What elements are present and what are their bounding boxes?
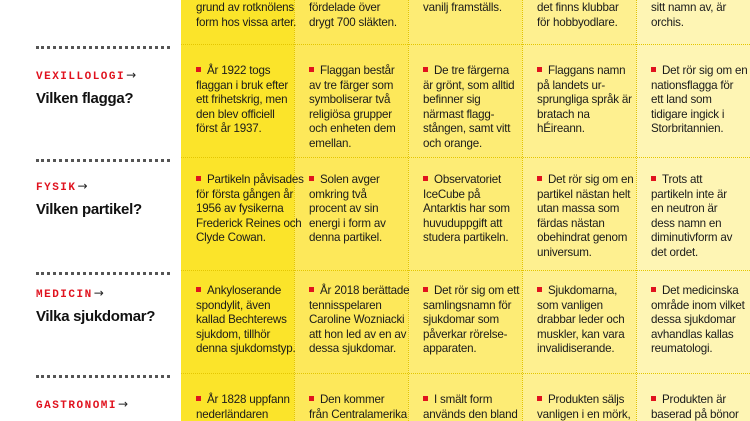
- clue-cell: [651, 64, 750, 137]
- clue-line: Det rör sig om ett: [423, 284, 525, 299]
- clue-line: Clyde Cowan.: [196, 231, 266, 245]
- clue-line: stången, samt vitt: [423, 122, 511, 136]
- clue-line: fördelade över: [309, 1, 381, 14]
- clue-line: för första gången år: [196, 187, 294, 201]
- clue-cell: [423, 393, 525, 421]
- clue-line: som vanligen: [537, 298, 603, 312]
- category-divider: [36, 272, 170, 275]
- bullet-icon: [196, 287, 201, 292]
- clue-line: på landets ur-: [537, 78, 606, 92]
- clue-line: partikeln inte är: [651, 187, 727, 201]
- clue-line: används den bland: [423, 407, 518, 421]
- bullet-icon: [651, 396, 656, 401]
- clue-line: sjukdom, tillhör: [196, 327, 271, 341]
- arrow-right-icon: →: [126, 68, 137, 82]
- category-divider: [36, 159, 170, 162]
- clue-line: studera partikeln.: [423, 231, 509, 245]
- clue-line: invalidiserande.: [537, 342, 615, 356]
- clue-line: från Centralamerika: [309, 407, 408, 421]
- bullet-icon: [651, 176, 656, 181]
- clue-line: område inom vilket: [651, 298, 745, 312]
- bullet-icon: [309, 396, 314, 401]
- clue-line: det ordet.: [651, 245, 698, 259]
- clue-line: hÉireann.: [537, 122, 585, 136]
- bullet-icon: [423, 176, 428, 181]
- top-clue-cell: [651, 1, 750, 30]
- question-heading: Vilken partikel?: [36, 201, 142, 218]
- clue-line: Produkten är: [651, 393, 750, 408]
- clue-line: Den kommer: [309, 393, 411, 408]
- clue-line: Det rör sig om en: [537, 173, 639, 188]
- clue-line: muskler, kan vara: [537, 327, 625, 341]
- clue-line: vanilj framställs.: [423, 1, 502, 14]
- clue-line: denna partikel.: [309, 231, 383, 245]
- category-text: GASTRONOMI: [36, 400, 118, 412]
- clue-line: nationsflagga för: [651, 78, 734, 92]
- clue-line: den blev officiell: [196, 107, 275, 121]
- clue-line: först år 1937.: [196, 122, 262, 136]
- clue-line: utan massa som: [537, 202, 620, 216]
- clue-cell: [309, 284, 411, 357]
- bullet-icon: [423, 287, 428, 292]
- category-text: VEXILLOLOGI: [36, 71, 126, 83]
- clue-line: Caroline Wozniacki: [309, 313, 405, 327]
- category-divider: [36, 46, 170, 49]
- clue-line: tidigare ingick i: [651, 107, 725, 121]
- clue-cell: [309, 393, 411, 421]
- clue-line: procent av sin: [309, 202, 379, 216]
- clue-line: denna sjukdomstyp.: [196, 342, 296, 356]
- top-clue-cell: [309, 1, 411, 30]
- clue-line: grund av rotknölens: [196, 1, 295, 14]
- clue-cell: [423, 64, 525, 152]
- clue-line: och orange.: [423, 136, 483, 150]
- bullet-icon: [537, 396, 542, 401]
- clue-line: form hos vissa arter.: [196, 15, 297, 29]
- clue-cell: [423, 284, 525, 357]
- category-divider: [36, 375, 170, 378]
- category-text: FYSIK: [36, 182, 77, 194]
- clue-line: Flaggans namn: [537, 64, 639, 79]
- clue-line: och enheten dem: [309, 122, 396, 136]
- bullet-icon: [651, 287, 656, 292]
- clue-line: drabbar leder och: [537, 313, 625, 327]
- clue-cell: [537, 393, 639, 421]
- clue-cell: [196, 173, 304, 246]
- bullet-icon: [537, 67, 542, 72]
- clue-line: universum.: [537, 245, 592, 259]
- clue-line: sjukdomar som: [423, 313, 500, 327]
- clue-line: att hon led av en av: [309, 327, 407, 341]
- bullet-icon: [196, 67, 201, 72]
- clue-line: omkring två: [309, 187, 367, 201]
- clue-line: Det medicinska: [651, 284, 750, 299]
- clue-line: nederländaren: [196, 407, 269, 421]
- clue-line: Produkten säljs: [537, 393, 639, 408]
- clue-cell: [537, 173, 639, 261]
- clue-line: Sjukdomarna,: [537, 284, 639, 299]
- clue-line: apparaten.: [423, 342, 477, 356]
- arrow-right-icon: →: [77, 179, 88, 193]
- clue-line: Solen avger: [309, 173, 411, 188]
- clue-line: Det rör sig om en: [651, 64, 750, 79]
- clue-line: energi i form av: [309, 216, 386, 230]
- clue-cell: [537, 284, 639, 357]
- row-separator: [181, 270, 750, 271]
- category-text: MEDICIN: [36, 289, 93, 301]
- clue-cell: [309, 64, 411, 152]
- top-clue-cell: [537, 1, 639, 30]
- clue-line: dessa sjukdomar.: [309, 342, 397, 356]
- clue-line: 1956 av fysikerna: [196, 202, 284, 216]
- clue-cell: [196, 284, 298, 357]
- clue-cell: [651, 173, 750, 261]
- row-separator: [181, 157, 750, 158]
- clue-line: dess namn en: [651, 216, 722, 230]
- clue-line: tennisspelaren: [309, 298, 382, 312]
- clue-line: kallad Bechterews: [196, 313, 287, 327]
- clue-line: det finns klubbar: [537, 1, 619, 14]
- clue-line: religiösa grupper: [309, 107, 392, 121]
- clue-line: vanligen i en mörk,: [537, 407, 631, 421]
- clue-cell: [423, 173, 525, 246]
- bullet-icon: [309, 176, 314, 181]
- row-separator: [181, 44, 750, 45]
- clue-line: I smält form: [423, 393, 525, 408]
- clue-line: ett land som: [651, 93, 712, 107]
- clue-line: Trots att: [651, 173, 750, 188]
- arrow-right-icon: →: [93, 286, 104, 300]
- bullet-icon: [423, 67, 428, 72]
- clue-line: befinner sig: [423, 93, 481, 107]
- bullet-icon: [196, 396, 201, 401]
- clue-line: är grönt, som alltid: [423, 78, 515, 92]
- clue-line: dessa sjukdomar: [651, 313, 736, 327]
- row-separator: [181, 373, 750, 374]
- top-clue-cell: [423, 1, 525, 16]
- clue-line: emellan.: [309, 136, 352, 150]
- clue-cell: [651, 393, 750, 421]
- category-label: [36, 179, 88, 194]
- clue-line: År 2018 berättade: [309, 284, 411, 299]
- clue-line: De tre färgerna: [423, 64, 525, 79]
- clue-line: Observatoriet: [423, 173, 525, 188]
- clue-line: huvuduppgift att: [423, 216, 503, 230]
- clue-line: färdas nästan: [537, 216, 605, 230]
- clue-line: Flaggan består: [309, 64, 411, 79]
- clue-line: diminutivform av: [651, 231, 733, 245]
- clue-line: spondylit, även: [196, 298, 271, 312]
- question-heading: Vilken flagga?: [36, 90, 134, 107]
- clue-cell: [196, 64, 298, 137]
- clue-line: av tre färger som: [309, 78, 394, 92]
- category-label: [36, 397, 128, 412]
- clue-cell: [309, 173, 411, 246]
- clue-line: baserad på bönor: [651, 407, 739, 421]
- clue-line: sitt namn av, är: [651, 1, 727, 14]
- clue-line: för hobbyodlare.: [537, 15, 618, 29]
- clue-line: reumatologi.: [651, 342, 713, 356]
- clue-line: påverkar rörelse-: [423, 327, 508, 341]
- clue-line: orchis.: [651, 15, 684, 29]
- clue-cell: [196, 393, 298, 421]
- bullet-icon: [309, 287, 314, 292]
- clue-line: obehindrat genom: [537, 231, 628, 245]
- clue-line: symboliserar två: [309, 93, 391, 107]
- bullet-icon: [423, 396, 428, 401]
- clue-line: År 1922 togs: [196, 64, 298, 79]
- clue-line: Frederick Reines och: [196, 216, 302, 230]
- clue-line: flaggan i bruk efter: [196, 78, 289, 92]
- bullet-icon: [537, 176, 542, 181]
- clue-line: Antarktis har som: [423, 202, 510, 216]
- clue-line: bratach na: [537, 107, 590, 121]
- clue-line: IceCube på: [423, 187, 481, 201]
- category-label: [36, 68, 136, 83]
- bullet-icon: [196, 176, 201, 181]
- clue-line: sprungliga språk är: [537, 93, 632, 107]
- clue-line: en neutron är: [651, 202, 718, 216]
- bullet-icon: [651, 67, 656, 72]
- clue-line: avhandlas kallas: [651, 327, 734, 341]
- bullet-icon: [309, 67, 314, 72]
- category-label: [36, 286, 104, 301]
- clue-line: närmast flagg-: [423, 107, 495, 121]
- clue-line: Storbritannien.: [651, 122, 724, 136]
- clue-line: partikel nästan helt: [537, 187, 631, 201]
- clue-cell: [651, 284, 750, 357]
- top-clue-cell: [196, 1, 298, 30]
- question-heading: Vilka sjukdomar?: [36, 308, 156, 325]
- clue-line: ett frihetskrig, men: [196, 93, 288, 107]
- clue-cell: [537, 64, 639, 137]
- clue-line: drygt 700 släkten.: [309, 15, 397, 29]
- bullet-icon: [537, 287, 542, 292]
- arrow-right-icon: →: [118, 397, 129, 411]
- clue-line: År 1828 uppfann: [196, 393, 298, 408]
- clue-line: samlingsnamn för: [423, 298, 512, 312]
- clue-line: Ankyloserande: [196, 284, 298, 299]
- clue-line: Partikeln påvisades: [196, 173, 298, 188]
